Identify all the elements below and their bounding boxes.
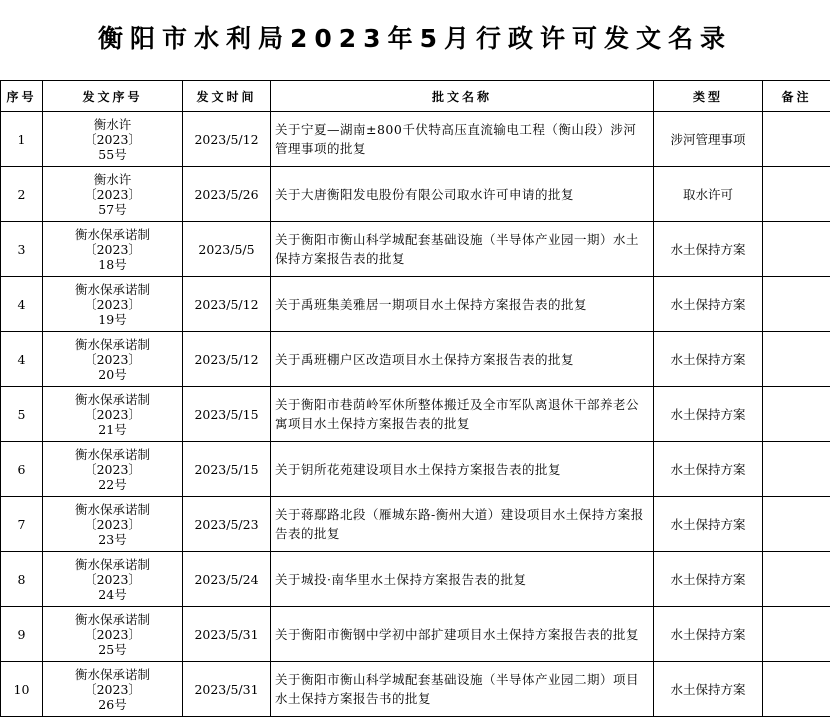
cell-note <box>763 387 830 442</box>
cell-seq: 1 <box>1 112 43 167</box>
table-row <box>1 662 830 717</box>
doc-number-prefix: 衡水保承诺制 <box>43 282 182 297</box>
cell-date: 2023/5/24 <box>183 552 271 607</box>
doc-number-prefix: 衡水保承诺制 <box>43 337 182 352</box>
doc-number-index: 21号 <box>43 422 182 437</box>
doc-number-year: 〔2023〕 <box>43 517 182 532</box>
doc-number-prefix: 衡水保承诺制 <box>43 447 182 462</box>
page-title: 衡阳市水利局2023年5月行政许可发文名录 <box>0 0 830 78</box>
doc-number-index: 24号 <box>43 587 182 602</box>
cell-seq: 7 <box>1 497 43 552</box>
doc-number-index: 25号 <box>43 642 182 657</box>
cell-doc-number <box>43 607 183 662</box>
cell-type: 水土保持方案 <box>654 662 763 717</box>
cell-type: 水土保持方案 <box>654 222 763 277</box>
doc-number-index: 19号 <box>43 312 182 327</box>
cell-note <box>763 332 830 387</box>
cell-seq: 10 <box>1 662 43 717</box>
header-date: 发文时间 <box>183 81 271 112</box>
doc-number-year: 〔2023〕 <box>43 132 182 147</box>
cell-type: 水土保持方案 <box>654 277 763 332</box>
cell-type: 涉河管理事项 <box>654 112 763 167</box>
cell-seq: 2 <box>1 167 43 222</box>
cell-doc-number <box>43 662 183 717</box>
table-row <box>1 387 830 442</box>
header-seq: 序号 <box>1 81 43 112</box>
cell-name: 关于衡阳市巷荫岭军休所整体搬迁及全市军队离退休干部养老公寓项目水土保持方案报告表的批复 <box>271 387 654 442</box>
cell-doc-number <box>43 222 183 277</box>
table-header-row <box>1 81 830 112</box>
cell-date: 2023/5/31 <box>183 607 271 662</box>
cell-date: 2023/5/5 <box>183 222 271 277</box>
table-row <box>1 222 830 277</box>
cell-seq: 5 <box>1 387 43 442</box>
cell-date: 2023/5/12 <box>183 277 271 332</box>
table-row <box>1 332 830 387</box>
cell-doc-number <box>43 552 183 607</box>
cell-note <box>763 552 830 607</box>
cell-doc-number <box>43 112 183 167</box>
doc-number-prefix: 衡水许 <box>43 172 182 187</box>
doc-number-year: 〔2023〕 <box>43 187 182 202</box>
cell-name: 关于大唐衡阳发电股份有限公司取水许可申请的批复 <box>271 167 654 222</box>
doc-number-prefix: 衡水许 <box>43 117 182 132</box>
table-row <box>1 167 830 222</box>
table-row <box>1 607 830 662</box>
cell-name: 关于禹班集美雅居一期项目水土保持方案报告表的批复 <box>271 277 654 332</box>
header-name: 批文名称 <box>271 81 654 112</box>
doc-number-index: 18号 <box>43 257 182 272</box>
cell-doc-number <box>43 442 183 497</box>
cell-note <box>763 442 830 497</box>
cell-note <box>763 662 830 717</box>
cell-name: 关于宁夏—湖南±800千伏特高压直流输电工程（衡山段）涉河管理事项的批复 <box>271 112 654 167</box>
doc-number-prefix: 衡水保承诺制 <box>43 227 182 242</box>
cell-doc-number <box>43 387 183 442</box>
cell-type: 水土保持方案 <box>654 442 763 497</box>
cell-note <box>763 277 830 332</box>
doc-number-prefix: 衡水保承诺制 <box>43 612 182 627</box>
doc-number-year: 〔2023〕 <box>43 407 182 422</box>
cell-name: 关于衡阳市衡钢中学初中部扩建项目水土保持方案报告表的批复 <box>271 607 654 662</box>
cell-doc-number <box>43 332 183 387</box>
cell-date: 2023/5/12 <box>183 112 271 167</box>
doc-number-year: 〔2023〕 <box>43 297 182 312</box>
cell-note <box>763 112 830 167</box>
doc-number-year: 〔2023〕 <box>43 352 182 367</box>
permit-table <box>0 80 830 717</box>
doc-number-prefix: 衡水保承诺制 <box>43 557 182 572</box>
cell-seq: 3 <box>1 222 43 277</box>
cell-note <box>763 222 830 277</box>
cell-date: 2023/5/15 <box>183 442 271 497</box>
table-row <box>1 442 830 497</box>
cell-date: 2023/5/23 <box>183 497 271 552</box>
cell-type: 水土保持方案 <box>654 607 763 662</box>
cell-note <box>763 167 830 222</box>
cell-seq: 6 <box>1 442 43 497</box>
cell-date: 2023/5/26 <box>183 167 271 222</box>
table-row <box>1 112 830 167</box>
cell-doc-number <box>43 167 183 222</box>
doc-number-index: 23号 <box>43 532 182 547</box>
cell-date: 2023/5/31 <box>183 662 271 717</box>
table-row <box>1 277 830 332</box>
cell-type: 水土保持方案 <box>654 332 763 387</box>
table-row <box>1 552 830 607</box>
cell-type: 水土保持方案 <box>654 387 763 442</box>
doc-number-index: 26号 <box>43 697 182 712</box>
cell-name: 关于蒋鄢路北段（雁城东路-衡州大道）建设项目水土保持方案报告表的批复 <box>271 497 654 552</box>
table-body <box>1 112 830 717</box>
cell-note <box>763 497 830 552</box>
cell-doc-number <box>43 497 183 552</box>
cell-note <box>763 607 830 662</box>
header-doc-number: 发文序号 <box>43 81 183 112</box>
cell-name: 关于钥所花苑建设项目水土保持方案报告表的批复 <box>271 442 654 497</box>
doc-number-year: 〔2023〕 <box>43 242 182 257</box>
cell-date: 2023/5/12 <box>183 332 271 387</box>
doc-number-prefix: 衡水保承诺制 <box>43 502 182 517</box>
cell-type: 水土保持方案 <box>654 552 763 607</box>
header-note: 备注 <box>763 81 830 112</box>
doc-number-year: 〔2023〕 <box>43 572 182 587</box>
cell-type: 取水许可 <box>654 167 763 222</box>
doc-number-year: 〔2023〕 <box>43 462 182 477</box>
table-row <box>1 497 830 552</box>
cell-seq: 9 <box>1 607 43 662</box>
doc-number-index: 20号 <box>43 367 182 382</box>
doc-number-prefix: 衡水保承诺制 <box>43 667 182 682</box>
cell-date: 2023/5/15 <box>183 387 271 442</box>
cell-name: 关于衡阳市衡山科学城配套基础设施（半导体产业园二期）项目水土保持方案报告书的批复 <box>271 662 654 717</box>
cell-doc-number <box>43 277 183 332</box>
header-type: 类型 <box>654 81 763 112</box>
cell-name: 关于衡阳市衡山科学城配套基础设施（半导体产业园一期）水土保持方案报告表的批复 <box>271 222 654 277</box>
doc-number-index: 55号 <box>43 147 182 162</box>
doc-number-index: 22号 <box>43 477 182 492</box>
cell-seq: 4 <box>1 277 43 332</box>
cell-name: 关于禹班棚户区改造项目水土保持方案报告表的批复 <box>271 332 654 387</box>
doc-number-year: 〔2023〕 <box>43 682 182 697</box>
cell-seq: 8 <box>1 552 43 607</box>
cell-name: 关于城投·南华里水土保持方案报告表的批复 <box>271 552 654 607</box>
doc-number-index: 57号 <box>43 202 182 217</box>
doc-number-year: 〔2023〕 <box>43 627 182 642</box>
cell-seq: 4 <box>1 332 43 387</box>
cell-type: 水土保持方案 <box>654 497 763 552</box>
doc-number-prefix: 衡水保承诺制 <box>43 392 182 407</box>
